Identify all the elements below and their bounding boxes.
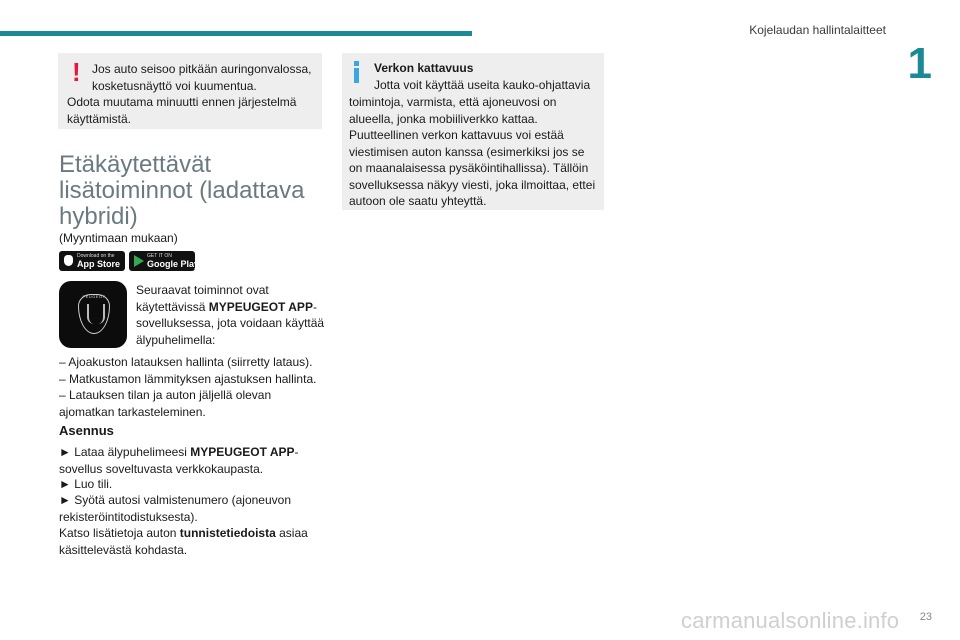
section-title: Etäkäytettävät lisätoiminnot (ladattava hybridi) xyxy=(59,151,305,230)
google-play-badge[interactable] xyxy=(129,251,200,271)
peugeot-lion-crest-icon xyxy=(78,294,110,334)
page-number: 23 xyxy=(919,611,932,623)
app-desc-pre: Seuraavat toiminnot ovat käytettävissä xyxy=(136,283,269,314)
feature-item: – Ajoakuston latauksen hallinta (siirretty lataus). xyxy=(59,355,313,369)
info-text-body: toimintoja, varmista, että ajoneuvosi on alueella, jonka mobiiliverkko kattaa. Puutteellinen verkon kattavuus voi estää viestimisen auton kanssa (esimerkiksi jos se on maanalaisessa pysäköintihallissa). Tällöin sovelluksessa näkyy viesti, joka ilmoittaa, ettei autoon ole saatu yhteyttä. xyxy=(349,95,596,208)
header-accent-bar xyxy=(0,31,472,36)
info-box xyxy=(342,53,604,210)
info-icon xyxy=(353,61,360,83)
step1-post: -sovellus soveltuvasta verkkokaupasta. xyxy=(59,445,299,476)
google-play-icon xyxy=(134,255,144,267)
see-post: asiaa käsittelevästä kohdasta. xyxy=(59,526,308,557)
chapter-number: 1 xyxy=(907,39,932,88)
feature-item: – Matkustamon lämmityksen ajastuksen hallinta. xyxy=(59,372,317,386)
info-title: Verkon kattavuus xyxy=(374,61,474,75)
app-store-badge[interactable] xyxy=(59,251,125,271)
install-step-1 xyxy=(59,444,325,477)
warning-exclamation-icon: ! xyxy=(72,57,81,87)
google-play-badge-small: GET IT ON xyxy=(147,253,172,259)
see-also-text xyxy=(59,525,325,558)
app-store-badge-label: App Store xyxy=(77,259,121,269)
install-step-2: ► Luo tili. xyxy=(59,477,113,491)
apple-icon xyxy=(64,255,73,266)
see-link-term: tunnistetiedoista xyxy=(179,526,276,540)
market-note: (Myyntimaan mukaan) xyxy=(59,231,178,245)
watermark: carmanualsonline.info xyxy=(681,608,900,633)
warning-box xyxy=(58,53,322,129)
warning-text-1: Jos auto seisoo pitkään auringonvalossa, kosketusnäyttö voi kuumentua. xyxy=(92,62,312,93)
step1-pre: ► Lataa älypuhelimeesi xyxy=(59,445,191,459)
app-store-badge-small: Download on the xyxy=(77,253,115,259)
warning-text-2: Odota muutama minuutti ennen järjestelmä käyttämistä. xyxy=(67,95,297,126)
step1-app-name: MYPEUGEOT APP xyxy=(190,445,295,459)
info-text-1: Jotta voit käyttää useita kauko-ohjattavia xyxy=(374,78,591,92)
app-name: MYPEUGEOT APP xyxy=(208,299,313,314)
chapter-title: Kojelaudan hallintalaitteet xyxy=(749,23,886,37)
crest-wordmark: PEUGEOT xyxy=(82,294,106,299)
see-pre: Katso lisätietoja auton xyxy=(59,526,180,540)
google-play-badge-label: Google Play xyxy=(147,259,200,269)
install-heading: Asennus xyxy=(59,423,114,438)
install-step-3: ► Syötä autosi valmistenumero (ajoneuvon rekisteröintitodistuksesta). xyxy=(59,493,291,524)
app-desc-post: -sovelluksessa, jota voidaan käyttää älypuhelimella: xyxy=(136,299,325,347)
app-description xyxy=(136,282,326,348)
feature-item: – Latauksen tilan ja auton jäljellä olevan ajomatkan tarkasteleminen. xyxy=(59,388,272,419)
lion-head-icon xyxy=(87,304,105,324)
mypeugeot-app-icon xyxy=(59,281,127,348)
